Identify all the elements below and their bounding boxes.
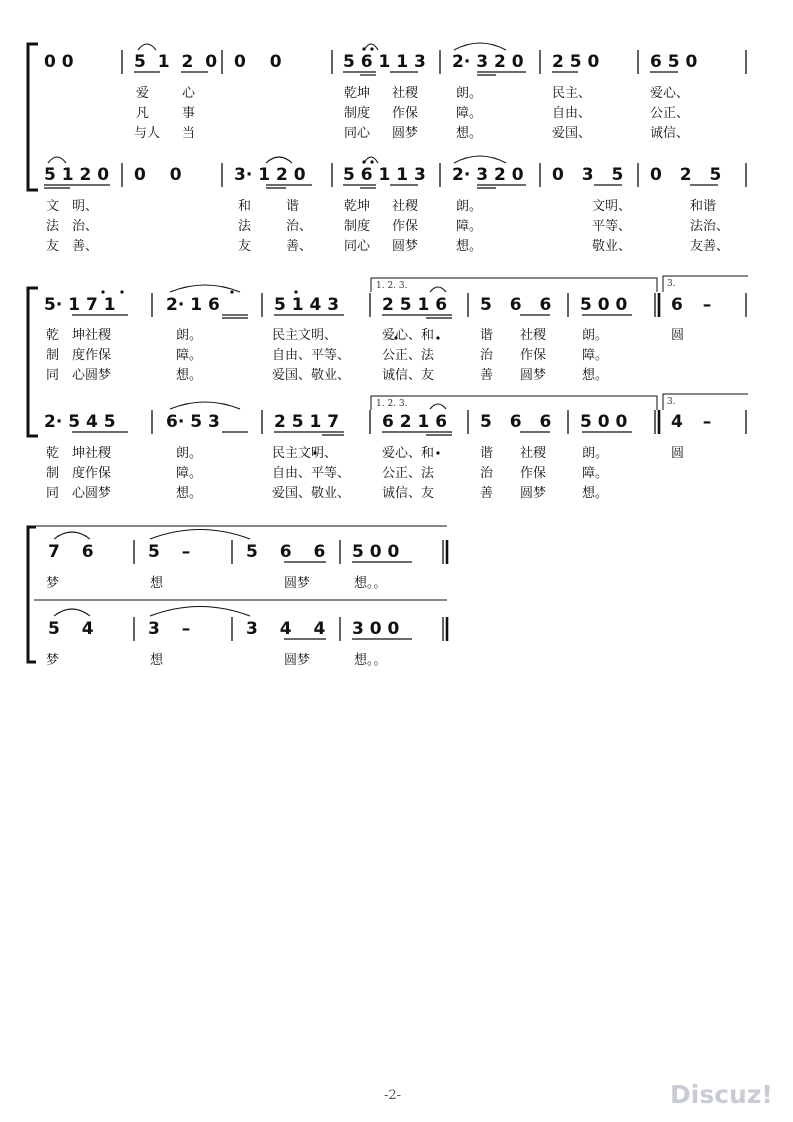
lyric: 圆梦 [520,486,547,501]
lyric: 想。 [456,126,483,141]
notes-s1-bottom-m1: 5 1 2 0 [44,165,110,185]
notes-s2-bottom-m1: 2· 5 4 5 [44,412,116,432]
lyric: 同 [46,486,60,501]
lyric: 制度 [344,219,371,234]
lyric: 朗。 [582,328,609,343]
lyric: 梦 [46,576,60,591]
notes-s2-top-m1: 5· 1 7 1 [44,295,116,315]
lyric: 友 [238,239,252,254]
notes-s1-top-m5: 2· 3 2 0 [452,52,524,72]
lyric: 与人 [134,126,161,141]
lyric: 治、 [286,219,313,234]
volta-2-label: 3. [667,279,676,289]
lyric: 社稷 [392,86,419,101]
lyric: 友 [46,239,60,254]
volta-2-label: 3. [667,397,676,407]
lyric: 想。。 [354,653,387,668]
lyric: 谐 [286,199,300,214]
lyric: 诚信、友 [382,486,435,501]
notes-s1-top-m1: 0 0 [44,52,74,72]
lyric: 爱心、和 [382,328,435,343]
lyric: 同心 [344,239,371,254]
lyric: 敬业、 [592,239,632,254]
lyric: 和 [238,199,252,214]
lyric: 自由、平等、 [272,348,351,363]
lyric: 作保 [520,348,547,363]
lyric: 想。。 [354,576,387,591]
lyric: 治、 [72,219,99,234]
lyric: 心圆梦 [72,486,112,501]
notes-s2-top-m5: 5 6 6 [480,295,552,315]
lyric: 谐 [480,328,494,343]
lyric: 事 [182,106,196,121]
notes-s2-bottom-m5: 5 6 6 [480,412,552,432]
lyric: 自由、 [552,106,592,121]
lyric: 作保 [520,466,547,481]
system-bracket [28,44,38,190]
lyric: 乾 [46,446,60,461]
notes-s3-bottom-m2: 3 – [148,619,191,639]
notes-s1-bottom-m6: 0 3 5 [552,165,624,185]
notes-s2-top-m6: 5 0 0 [580,295,628,315]
lyric: 障。 [456,219,483,234]
lyric: 社稷 [520,328,547,343]
notes-s1-top-m6: 2 5 0 [552,52,600,72]
system-bracket [28,527,36,662]
lyric: 公正、法 [382,466,435,481]
lyric: 友善、 [690,239,730,254]
lyric: 公正、法 [382,348,435,363]
lyric: 诚信、 [650,126,690,141]
lyric: 圆梦 [284,576,311,591]
lyric: 当 [182,126,196,141]
notes-s2-top-m2: 2· 1 6 [166,295,220,315]
lyric: 民主文明、 [272,328,338,343]
lyric: 法 [46,219,60,234]
notes-s1-bottom-m5: 2· 3 2 0 [452,165,524,185]
lyric: 谐 [480,446,494,461]
notes-s2-bottom-m4: 6 2 1 6 [382,412,448,432]
volta-1-label: 1. 2. 3. [376,281,408,291]
notes-s3-top-m3: 5 6 6 [246,542,326,562]
notes-s1-bottom-m4: 5 6 1 1 3 [343,165,426,185]
notes-s3-top-m1: 7 6 [48,542,94,562]
lyric: 诚信、友 [382,368,435,383]
lyric: 朗。 [176,446,203,461]
lyric: 心 [182,86,196,101]
lyric: 法 [238,219,252,234]
lyric: 爱国、 [552,126,592,141]
notes-s2-bottom-m7: 4 – [671,412,712,432]
lyric: 作保 [392,106,419,121]
lyric: 圆梦 [520,368,547,383]
lyric: 制 [46,466,60,481]
volta-1-label: 1. 2. 3. [376,399,408,409]
lyric: 乾坤 [344,199,371,214]
lyric: 善、 [286,239,313,254]
lyric: 朗。 [582,446,609,461]
notes-s3-bottom-m1: 5 4 [48,619,94,639]
lyric: 制 [46,348,60,363]
lyric: 社稷 [520,446,547,461]
watermark-logo: Discuz! [670,1080,773,1109]
lyric: 善 [480,486,494,501]
notes-s3-top-m4: 5 0 0 [352,542,400,562]
lyric: 善 [480,368,494,383]
lyric: 自由、平等、 [272,466,351,481]
notes-s2-bottom-m3: 2 5 1 7 [274,412,340,432]
lyric: 圆梦 [392,126,419,141]
lyric: 社稷 [392,199,419,214]
lyric: 想。 [176,368,203,383]
lyric: 爱国、敬业、 [272,368,351,383]
lyric: 想 [150,653,164,668]
notes-s1-top-m3: 0 0 [234,52,282,72]
lyric: 朗。 [456,199,483,214]
lyric: 乾 [46,328,60,343]
lyric: 平等、 [592,219,632,234]
lyric: 文明、 [592,199,632,214]
system-bracket [28,288,38,436]
notes-s1-bottom-m7: 0 2 5 [650,165,722,185]
lyric: 同 [46,368,60,383]
lyric: 坤社稷 [72,328,112,343]
lyric: 爱 [136,86,150,101]
lyric: 凡 [136,106,150,121]
notes-s3-top-m2: 5 – [148,542,191,562]
notes-s3-bottom-m4: 3 0 0 [352,619,400,639]
notes-s1-top-m4: 5 6 1 1 3 [343,52,426,72]
lyric: 障。 [176,466,203,481]
page-number: -2- [384,1088,402,1103]
lyric: 想。 [582,368,609,383]
lyric: 和谐 [690,199,717,214]
lyric: 障。 [456,106,483,121]
lyric: 想 [150,576,164,591]
lyric: 圆梦 [392,239,419,254]
lyric: 民主、 [552,86,592,101]
notes-s2-bottom-m2: 6· 5 3 [166,412,220,432]
lyric: 作保 [392,219,419,234]
lyric: 坤社稷 [72,446,112,461]
lyric: 障。 [176,348,203,363]
lyric: 想。 [456,239,483,254]
notes-s2-top-m3: 5 1 4 3 [274,295,340,315]
lyric: 明、 [72,199,99,214]
lyric: 制度 [344,106,371,121]
notes-s1-bottom-m3: 3· 1 2 0 [234,165,306,185]
notes-s1-bottom-m2: 0 0 [134,165,182,185]
lyric: 朗。 [456,86,483,101]
lyric: 圆梦 [284,653,311,668]
lyric: 爱心、和 [382,446,435,461]
notes-s1-top-m7: 6 5 0 [650,52,698,72]
lyric: 法治、 [690,219,730,234]
lyric: 障。 [582,466,609,481]
lyric: 爱国、敬业、 [272,486,351,501]
lyric: 善、 [72,239,99,254]
notes-s1-top-m2: 5 1 2 0 [134,52,218,72]
lyric: 乾坤 [344,86,371,101]
lyric: 爱心、 [650,86,690,101]
notes-s2-bottom-m6: 5 0 0 [580,412,628,432]
lyric: 想。 [176,486,203,501]
lyric: 障。 [582,348,609,363]
lyric: 圆 [671,328,685,343]
lyric: 朗。 [176,328,203,343]
notes-s3-bottom-m3: 3 4 4 [246,619,326,639]
lyric: 梦 [46,653,60,668]
lyric: 治 [480,348,494,363]
notes-s2-top-m4: 2 5 1 6 [382,295,448,315]
lyric: 度作保 [72,348,112,363]
notes-s2-top-m7: 6 – [671,295,712,315]
lyric: 圆 [671,446,685,461]
lyric: 文 [46,199,60,214]
lyric: 想。 [582,486,609,501]
lyric: 民主文明、 [272,446,338,461]
lyric: 心圆梦 [72,368,112,383]
lyric: 度作保 [72,466,112,481]
lyric: 治 [480,466,494,481]
lyric: 同心 [344,126,371,141]
lyric: 公正、 [650,106,690,121]
